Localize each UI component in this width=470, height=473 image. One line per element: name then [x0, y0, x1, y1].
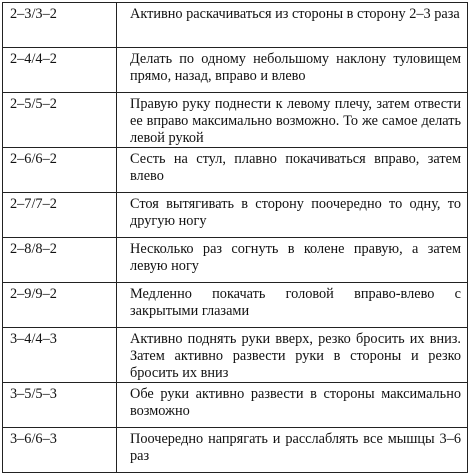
- table-row: [3, 93, 468, 148]
- table-row: [3, 428, 468, 473]
- exercise-description: Сесть на стул, плавно покачиваться вправо, затем влево: [117, 148, 468, 193]
- exercise-description: Активно поднять руки вверх, резко бросить их вниз. Затем активно развести руки в стороны и резко бросить их вниз: [117, 328, 468, 383]
- exercise-description: Делать по одному небольшому наклону туловищем прямо, назад, вправо и влево: [117, 48, 468, 93]
- exercise-code: 2–8/8–2: [3, 238, 117, 283]
- exercise-code: 2–7/7–2: [3, 193, 117, 238]
- exercise-code: 2–9/9–2: [3, 283, 117, 328]
- exercise-description: Стоя вытягивать в сторону поочередно то одну, то другую ногу: [117, 193, 468, 238]
- exercise-code: 2–4/4–2: [3, 48, 117, 93]
- table-row: [3, 328, 468, 383]
- exercise-code: 3–4/4–3: [3, 328, 117, 383]
- table-row: [3, 238, 468, 283]
- exercise-description: Несколько раз согнуть в колене правую, а затем левую ногу: [117, 238, 468, 283]
- exercise-table: [2, 2, 468, 473]
- exercise-code: 2–6/6–2: [3, 148, 117, 193]
- table-row: [3, 383, 468, 428]
- exercise-description: Обе руки активно развести в стороны максимально возможно: [117, 383, 468, 428]
- exercise-description: Медленно покачать головой вправо-влево с закрытыми глазами: [117, 283, 468, 328]
- exercise-description: Поочередно напрягать и расслаблять все мышцы 3–6 раз: [117, 428, 468, 473]
- table-row: [3, 3, 468, 48]
- table-row: [3, 148, 468, 193]
- exercise-code: 3–5/5–3: [3, 383, 117, 428]
- exercise-description: Правую руку поднести к левому плечу, затем отвести ее вправо максимально возможно. То же самое делать левой рукой: [117, 93, 468, 148]
- exercise-code: 3–6/6–3: [3, 428, 117, 473]
- table-row: [3, 193, 468, 238]
- exercise-code: 2–3/3–2: [3, 3, 117, 48]
- table-row: [3, 48, 468, 93]
- exercise-code: 2–5/5–2: [3, 93, 117, 148]
- exercise-description: Активно раскачиваться из стороны в сторону 2–3 раза: [117, 3, 468, 48]
- table-row: [3, 283, 468, 328]
